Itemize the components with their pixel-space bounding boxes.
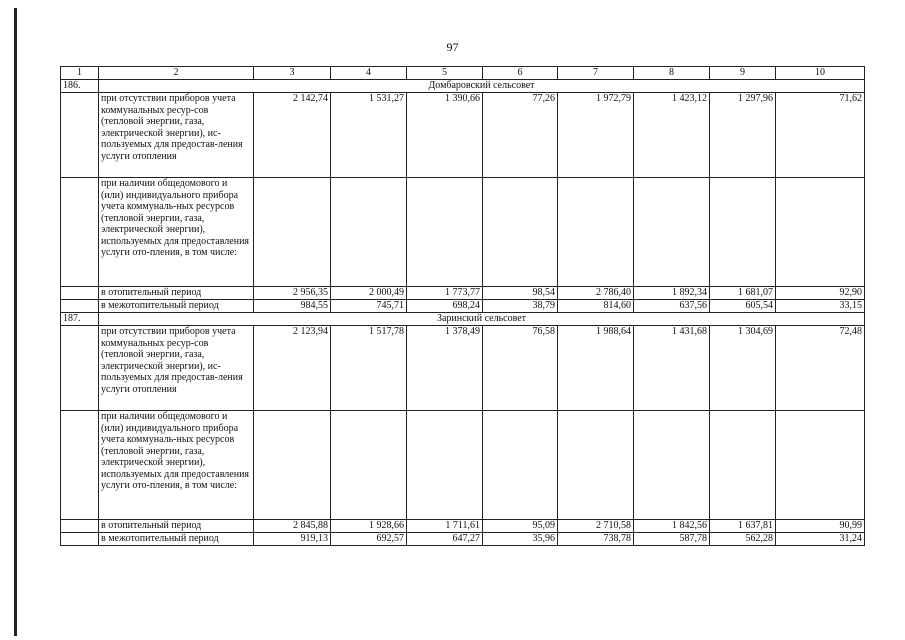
value-cell: 605,54 — [710, 300, 776, 313]
value-cell — [254, 178, 331, 287]
value-cell — [634, 411, 710, 520]
column-number: 7 — [558, 67, 634, 80]
column-number: 5 — [407, 67, 483, 80]
value-cell — [558, 178, 634, 287]
value-cell — [331, 178, 407, 287]
value-cell: 1 304,69 — [710, 326, 776, 411]
value-cell: 1 378,49 — [407, 326, 483, 411]
empty-cell — [61, 520, 99, 533]
value-cell — [776, 411, 865, 520]
empty-cell — [61, 93, 99, 178]
column-number: 6 — [483, 67, 558, 80]
value-cell: 637,56 — [634, 300, 710, 313]
value-cell: 2 000,49 — [331, 287, 407, 300]
value-cell: 919,13 — [254, 533, 331, 546]
scan-edge-line — [14, 8, 17, 636]
table-row — [61, 93, 865, 178]
value-cell: 77,26 — [483, 93, 558, 178]
value-cell: 2 956,35 — [254, 287, 331, 300]
table-row — [61, 520, 865, 533]
table-row — [61, 533, 865, 546]
value-cell: 2 710,58 — [558, 520, 634, 533]
row-label: в межотопительный период — [99, 300, 254, 313]
value-cell: 38,79 — [483, 300, 558, 313]
value-cell — [407, 178, 483, 287]
value-cell: 692,57 — [331, 533, 407, 546]
row-label: при наличии общедомового и (или) индивидуального прибора учета коммуналь-ных ресурсов (тепловой энергии, газа, электрической энергии), используемых для предоставления услуги ото-пления, в том числе: — [99, 178, 254, 287]
value-cell: 647,27 — [407, 533, 483, 546]
value-cell: 745,71 — [331, 300, 407, 313]
value-cell: 2 786,40 — [558, 287, 634, 300]
value-cell: 1 842,56 — [634, 520, 710, 533]
value-cell: 31,24 — [776, 533, 865, 546]
settlement-row — [61, 313, 865, 326]
value-cell: 1 531,27 — [331, 93, 407, 178]
column-number: 10 — [776, 67, 865, 80]
column-number: 4 — [331, 67, 407, 80]
value-cell: 1 297,96 — [710, 93, 776, 178]
value-cell: 1 711,61 — [407, 520, 483, 533]
section-number: 187. — [61, 313, 99, 326]
empty-cell — [61, 300, 99, 313]
value-cell: 1 972,79 — [558, 93, 634, 178]
empty-cell — [61, 287, 99, 300]
row-label: в межотопительный период — [99, 533, 254, 546]
value-cell: 2 123,94 — [254, 326, 331, 411]
column-number: 9 — [710, 67, 776, 80]
value-cell: 71,62 — [776, 93, 865, 178]
value-cell: 698,24 — [407, 300, 483, 313]
value-cell: 95,09 — [483, 520, 558, 533]
value-cell — [776, 178, 865, 287]
table-row — [61, 411, 865, 520]
value-cell — [710, 411, 776, 520]
empty-cell — [61, 178, 99, 287]
value-cell — [483, 178, 558, 287]
value-cell — [710, 178, 776, 287]
table-row — [61, 287, 865, 300]
value-cell — [483, 411, 558, 520]
settlement-name: Заринский сельсовет — [99, 313, 865, 326]
value-cell: 33,15 — [776, 300, 865, 313]
value-cell: 1 928,66 — [331, 520, 407, 533]
value-cell — [254, 411, 331, 520]
column-number: 1 — [61, 67, 99, 80]
page-number: 97 — [446, 40, 459, 54]
value-cell: 1 773,77 — [407, 287, 483, 300]
empty-cell — [61, 533, 99, 546]
column-number: 2 — [99, 67, 254, 80]
table-row — [61, 326, 865, 411]
value-cell: 76,58 — [483, 326, 558, 411]
value-cell: 35,96 — [483, 533, 558, 546]
row-label: в отопительный период — [99, 287, 254, 300]
table-row — [61, 178, 865, 287]
value-cell: 1 892,34 — [634, 287, 710, 300]
empty-cell — [61, 326, 99, 411]
row-label: в отопительный период — [99, 520, 254, 533]
value-cell — [558, 411, 634, 520]
value-cell: 587,78 — [634, 533, 710, 546]
section-number: 186. — [61, 80, 99, 93]
value-cell: 2 142,74 — [254, 93, 331, 178]
value-cell — [331, 411, 407, 520]
tariff-table — [60, 66, 865, 546]
value-cell: 72,48 — [776, 326, 865, 411]
row-label: при наличии общедомового и (или) индивидуального прибора учета коммуналь-ных ресурсов (тепловой энергии, газа, электрической энергии), используемых для предоставления услуги ото-пления, в том числе: — [99, 411, 254, 520]
value-cell: 2 845,88 — [254, 520, 331, 533]
row-label: при отсутствии приборов учета коммунальных ресур-сов (тепловой энергии, газа, электрической энергии), ис-пользуемых для предостав-ления услуги отопления — [99, 93, 254, 178]
settlement-row — [61, 80, 865, 93]
value-cell — [407, 411, 483, 520]
value-cell: 1 681,07 — [710, 287, 776, 300]
value-cell: 98,54 — [483, 287, 558, 300]
column-number: 8 — [634, 67, 710, 80]
value-cell: 1 517,78 — [331, 326, 407, 411]
table-row — [61, 300, 865, 313]
column-number: 3 — [254, 67, 331, 80]
value-cell: 1 431,68 — [634, 326, 710, 411]
row-label: при отсутствии приборов учета коммунальных ресур-сов (тепловой энергии, газа, электрической энергии), ис-пользуемых для предостав-ления услуги отопления — [99, 326, 254, 411]
value-cell: 92,90 — [776, 287, 865, 300]
value-cell: 984,55 — [254, 300, 331, 313]
column-number-row — [61, 67, 865, 80]
value-cell: 1 390,66 — [407, 93, 483, 178]
value-cell: 562,28 — [710, 533, 776, 546]
value-cell: 1 988,64 — [558, 326, 634, 411]
value-cell: 814,60 — [558, 300, 634, 313]
table-body — [61, 67, 865, 546]
value-cell: 90,99 — [776, 520, 865, 533]
value-cell — [634, 178, 710, 287]
empty-cell — [61, 411, 99, 520]
value-cell: 1 637,81 — [710, 520, 776, 533]
value-cell: 1 423,12 — [634, 93, 710, 178]
settlement-name: Домбаровский сельсовет — [99, 80, 865, 93]
value-cell: 738,78 — [558, 533, 634, 546]
